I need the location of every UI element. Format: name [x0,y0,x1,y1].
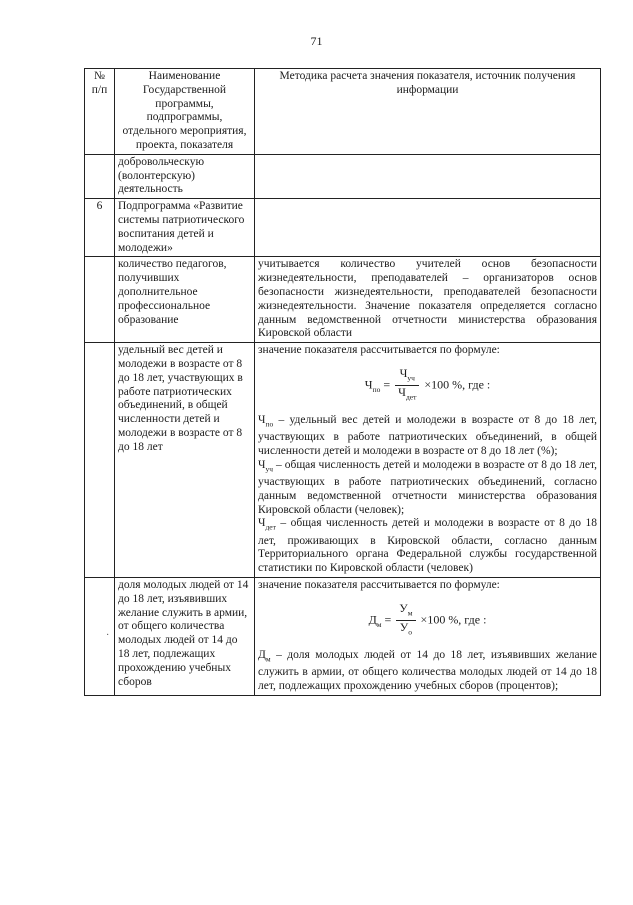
formula-numerator: У [399,600,408,615]
def-symbol-sub: дет [265,522,276,532]
formula-denominator: У [399,619,409,634]
row-number [85,154,115,198]
formula-eq: = [383,377,391,392]
definition [258,414,597,459]
page-number: 71 [310,34,323,48]
def-symbol: Д [258,649,266,662]
formula-lhs-sub: по [372,384,381,394]
table-row [85,199,601,257]
def-symbol-sub: по [265,419,274,429]
formula-lhs: Д [368,612,377,627]
formula-eq: = [384,612,392,627]
row-number [85,343,115,578]
def-symbol: Ч [258,414,266,427]
table-header-row [85,69,601,155]
formula-tail: ×100 %, где : [420,612,487,627]
row-number [85,577,115,695]
row-number: 6 [85,199,115,257]
def-text: – общая численность детей и молодежи в возрасте от 8 до 18 лет, участвующих в работе патриотических объединений, согласно данным ведомственной отчетности министерства образования Кировской области (человек); [258,459,597,516]
row-method: учитывается количество учителей основ безопасности жизнедеятельности, преподавателей – организаторов основ безопасности жизнедеятельности, преподавателей безопасности жизнедеятельности. Значение показателя определяется согласно данным ведомственной отчетности министерства образования Кировской области [255,257,601,343]
header-name: Наименование Государственной программы, подпрограммы, отдельного мероприятия, проекта, показателя [115,69,255,155]
formula-numerator: Ч [399,365,408,380]
formula [258,367,597,404]
row-method [255,343,601,578]
def-text: – общая численность детей и молодежи в возрасте от 8 до 18 лет, проживающих в Кировской области, согласно данным Территориального органа Федеральной службы государственной статистики по Кировской области (человек) [258,517,597,575]
row-method [255,154,601,198]
def-symbol: Ч [258,459,266,471]
formula-intro: значение показателя рассчитывается по формуле: [258,578,500,591]
indicators-table [84,68,601,696]
formula [258,602,597,639]
formula-denominator: Ч [398,385,406,400]
definition [258,459,597,517]
row-method [255,199,601,257]
row-name: удельный вес детей и молодежи в возрасте от 8 до 18 лет, участвующих в работе патриотических объединений, в общей численности детей и молодежи в возрасте от 8 до 18 лет [115,343,255,578]
formula-numerator-sub: м [407,608,413,618]
row-number [85,257,115,343]
formula-denominator-sub: дет [405,392,417,402]
formula-numerator-sub: уч [407,373,415,383]
def-text: – доля молодых людей от 14 до 18 лет, изъявивших желание служить в армии, от общего количества молодых людей от 14 до 18 лет, подлежащих прохождению учебных сборов (процентов); [258,649,597,693]
definition [258,649,597,694]
table-row [85,257,601,343]
table-row [85,577,601,695]
formula-lhs: Ч [364,377,373,392]
formula-denominator-sub: о [408,627,413,637]
row-name: Подпрограмма «Развитие системы патриотического воспитания детей и молодежи» [115,199,255,257]
row-method [255,577,601,695]
def-symbol-sub: уч [265,464,274,474]
scan-speck: · [106,630,110,641]
table-row [85,343,601,578]
formula-fraction [396,602,415,639]
formula-intro: значение показателя рассчитывается по формуле: [258,344,500,357]
header-method: Методика расчета значения показателя, источник получения информации [255,69,601,155]
formula-lhs-sub: м [376,619,382,629]
row-name: доля молодых людей от 14 до 18 лет, изъявивших желание служить в армии, от общего количества молодых людей от 14 до 18 лет, подлежащих прохождению учебных сборов [115,577,255,695]
def-text: – удельный вес детей и молодежи в возрасте от 8 до 18 лет, участвующих в работе патриотических объединений, в общей численности детей и молодежи в возрасте от 8 до 18 лет (%); [258,414,597,458]
header-number: № п/п [85,69,115,155]
def-symbol: Ч [258,517,266,530]
table-row [85,154,601,198]
definition [258,517,597,575]
def-symbol-sub: м [265,654,271,664]
row-name: количество педагогов, получивших дополнительное профессиональное образование [115,257,255,343]
formula-tail: ×100 %, где : [424,377,491,392]
row-name: добровольческую (волонтерскую) деятельность [115,154,255,198]
formula-fraction [395,367,419,404]
